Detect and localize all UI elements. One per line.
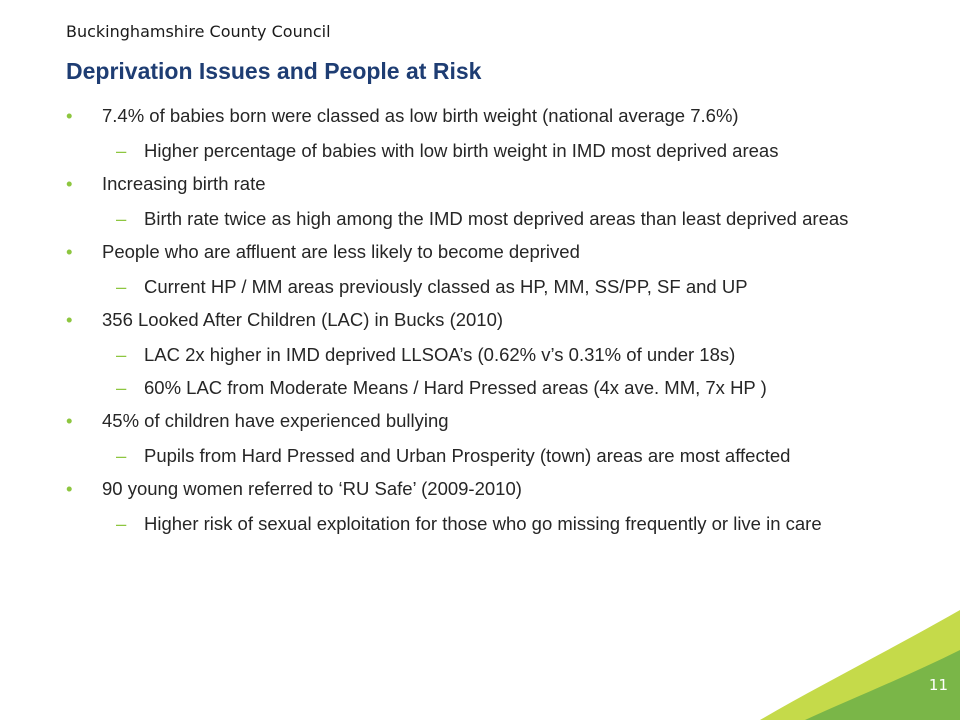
sub-bullet-text: Pupils from Hard Pressed and Urban Prosperity (town) areas are most affected (144, 445, 791, 466)
bullet-marker: • (66, 309, 73, 330)
green-swoosh-decoration (700, 590, 960, 720)
sub-bullet-marker: – (116, 208, 127, 229)
sub-bullet-marker: – (116, 513, 127, 534)
bullet-list (66, 103, 956, 544)
sub-bullet-marker: – (116, 276, 127, 297)
bullet-item (66, 476, 956, 501)
bullet-item (66, 239, 956, 264)
sub-bullet-text: Current HP / MM areas previously classed as HP, MM, SS/PP, SF and UP (144, 276, 748, 297)
sub-bullet-text: Higher percentage of babies with low birth weight in IMD most deprived areas (144, 140, 779, 161)
bullet-text: 90 young women referred to ‘RU Safe’ (2009-2010) (102, 478, 522, 499)
sub-bullet-text: Higher risk of sexual exploitation for those who go missing frequently or live in care (144, 513, 822, 534)
sub-bullet-text: Birth rate twice as high among the IMD most deprived areas than least deprived areas (144, 208, 849, 229)
sub-bullet-item (66, 443, 956, 468)
bullet-text: People who are affluent are less likely to become deprived (102, 241, 580, 262)
bullet-item (66, 408, 956, 433)
bullet-item (66, 171, 956, 196)
sub-bullet-item (66, 274, 956, 299)
page-number: 11 (928, 676, 948, 694)
sub-bullet-text: 60% LAC from Moderate Means / Hard Pressed areas (4x ave. MM, 7x HP ) (144, 377, 767, 398)
sub-bullet-item (66, 375, 956, 400)
sub-bullet-marker: – (116, 140, 127, 161)
bullet-marker: • (66, 478, 73, 499)
bullet-item (66, 103, 956, 128)
bullet-text: 356 Looked After Children (LAC) in Bucks (2010) (102, 309, 504, 330)
sub-bullet-text: LAC 2x higher in IMD deprived LLSOA’s (0.62% v’s 0.31% of under 18s) (144, 344, 736, 365)
sub-bullet-item (66, 342, 956, 367)
bullet-text: Increasing birth rate (102, 173, 266, 194)
slide-title: Deprivation Issues and People at Risk (66, 58, 482, 84)
bullet-marker: • (66, 173, 73, 194)
sub-bullet-item (66, 138, 956, 163)
bullet-item (66, 307, 956, 332)
bullet-marker: • (66, 105, 73, 126)
bullet-text: 45% of children have experienced bullying (102, 410, 449, 431)
sub-bullet-item (66, 511, 956, 536)
bullet-text: 7.4% of babies born were classed as low birth weight (national average 7.6%) (102, 105, 739, 126)
sub-bullet-item (66, 206, 956, 231)
bullet-marker: • (66, 410, 73, 431)
sub-bullet-marker: – (116, 344, 127, 365)
organisation-name: Buckinghamshire County Council (66, 22, 331, 41)
bullet-marker: • (66, 241, 73, 262)
sub-bullet-marker: – (116, 445, 127, 466)
sub-bullet-marker: – (116, 377, 127, 398)
